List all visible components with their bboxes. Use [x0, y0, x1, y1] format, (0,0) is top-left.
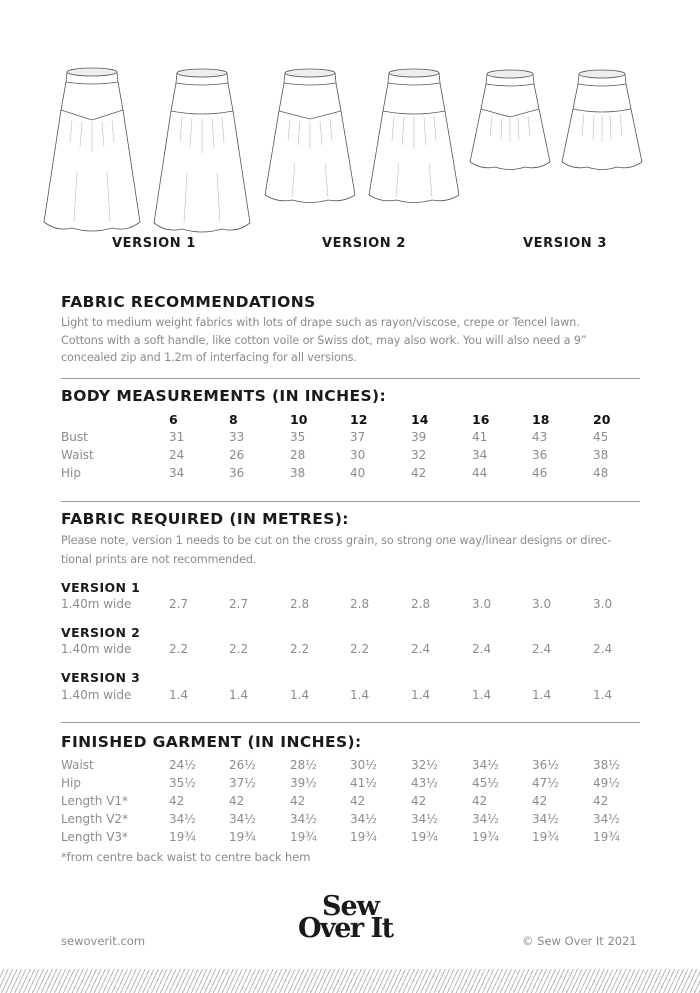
table-cell: 38 — [593, 448, 609, 462]
table-cell: 26½ — [229, 758, 256, 772]
row-label: 1.40m wide — [61, 597, 132, 611]
body-measurements-heading: BODY MEASUREMENTS (IN INCHES): — [61, 387, 387, 405]
table-cell: 28½ — [290, 758, 317, 772]
fabric-row-version-2 — [61, 642, 661, 660]
table-cell: 42 — [411, 794, 427, 808]
table-cell: 34½ — [229, 812, 256, 826]
table-cell: 34½ — [532, 812, 559, 826]
table-cell: 1.4 — [472, 688, 492, 702]
row-label: Length V3* — [61, 830, 129, 844]
table-cell: 16 — [472, 412, 490, 427]
table-cell: 2.8 — [350, 597, 370, 611]
table-cell: 2.8 — [290, 597, 310, 611]
table-cell: 3.0 — [472, 597, 492, 611]
table-cell: 36½ — [532, 758, 559, 772]
fabric-rec-line: Light to medium weight fabrics with lots of drape such as rayon/viscose, crepe or Tencel lawn. — [61, 316, 580, 329]
table-cell: 2.4 — [411, 642, 431, 656]
skirt-v1-front — [44, 68, 140, 231]
table-cell: 42 — [169, 794, 185, 808]
table-cell: 43 — [532, 430, 548, 444]
table-cell: 49½ — [593, 776, 620, 790]
version-2-label: VERSION 2 — [322, 236, 407, 251]
table-cell: 2.2 — [229, 642, 249, 656]
striped-footer-band — [0, 969, 700, 993]
table-cell: 47½ — [532, 776, 559, 790]
table-cell: 30½ — [350, 758, 377, 772]
table-cell: 2.2 — [350, 642, 370, 656]
fabric-rec-line: concealed zip and 1.2m of interfacing for all versions. — [61, 351, 357, 365]
row-label: 1.40m wide — [61, 642, 132, 656]
table-cell: 42 — [350, 794, 366, 808]
fabric-version-3-heading: VERSION 3 — [61, 670, 141, 685]
table-cell: 36 — [532, 448, 548, 462]
table-cell: 42 — [229, 794, 245, 808]
finished-garment-heading: FINISHED GARMENT (IN INCHES): — [61, 733, 362, 751]
table-cell: 32 — [411, 448, 427, 462]
table-cell: 2.4 — [532, 642, 552, 656]
fabric-row-version-3 — [61, 688, 661, 706]
table-cell: 36 — [229, 466, 245, 480]
table-cell: 34½ — [472, 812, 499, 826]
table-cell: 37½ — [229, 776, 256, 790]
table-cell: 2.8 — [411, 597, 431, 611]
logo-line-1: Sew — [322, 891, 379, 922]
body-row-hip — [61, 466, 661, 484]
table-cell: 35 — [290, 430, 306, 444]
table-cell: 26 — [229, 448, 245, 462]
fabric-version-2-heading: VERSION 2 — [61, 625, 141, 640]
table-cell: 42 — [472, 794, 488, 808]
table-cell: 34½ — [169, 812, 196, 826]
row-label: 1.40m wide — [61, 688, 132, 702]
row-label: Length V1* — [61, 794, 129, 808]
table-cell: 38 — [290, 466, 306, 480]
table-cell: 18 — [532, 412, 550, 427]
table-cell: 1.4 — [169, 688, 189, 702]
skirt-v2-back — [369, 69, 459, 203]
size-header-row — [61, 412, 661, 430]
table-cell: 24½ — [169, 758, 196, 772]
skirt-v3-front — [470, 70, 550, 170]
table-cell: 19¾ — [472, 830, 499, 844]
fabric-recommendations-heading: FABRIC RECOMMENDATIONS — [61, 293, 316, 311]
table-cell: 1.4 — [229, 688, 249, 702]
sew-over-it-logo — [298, 891, 408, 944]
table-cell: 6 — [169, 412, 178, 427]
row-label: Waist — [61, 758, 94, 772]
table-cell: 44 — [472, 466, 488, 480]
table-cell: 2.7 — [229, 597, 249, 611]
table-cell: 45 — [593, 430, 609, 444]
garment-row-length-v2 — [61, 812, 661, 830]
fabric-required-note — [61, 531, 661, 569]
table-cell: 32½ — [411, 758, 438, 772]
skirt-illustrations — [0, 0, 700, 240]
body-row-waist — [61, 448, 661, 466]
fabric-recommendations-text — [61, 314, 661, 367]
table-cell: 8 — [229, 412, 238, 427]
table-cell: 40 — [350, 466, 366, 480]
table-cell: 43½ — [411, 776, 438, 790]
table-cell: 2.7 — [169, 597, 189, 611]
table-cell: 2.4 — [472, 642, 492, 656]
table-cell: 19¾ — [290, 830, 317, 844]
table-cell: 33 — [229, 430, 245, 444]
garment-row-length-v3 — [61, 830, 661, 848]
fabric-note-line: Please note, version 1 needs to be cut on the cross grain, so strong one way/linear designs or direc- — [61, 534, 612, 547]
table-cell: 14 — [411, 412, 429, 427]
skirt-v3-back — [562, 70, 642, 170]
table-cell: 19¾ — [593, 830, 620, 844]
fabric-required-heading: FABRIC REQUIRED (IN METRES): — [61, 510, 349, 528]
table-cell: 34½ — [290, 812, 317, 826]
table-cell: 42 — [411, 466, 427, 480]
fabric-row-version-1 — [61, 597, 661, 615]
table-cell: 37 — [350, 430, 366, 444]
table-cell: 2.2 — [169, 642, 189, 656]
body-row-bust — [61, 430, 661, 448]
website-link[interactable]: sewoverit.com — [61, 934, 146, 948]
row-label: Bust — [61, 430, 88, 444]
table-cell: 3.0 — [593, 597, 613, 611]
table-cell: 1.4 — [350, 688, 370, 702]
row-label: Hip — [61, 776, 81, 790]
table-cell: 34½ — [350, 812, 377, 826]
table-cell: 34½ — [472, 758, 499, 772]
table-cell: 28 — [290, 448, 306, 462]
table-cell: 19¾ — [411, 830, 438, 844]
table-cell: 41½ — [350, 776, 377, 790]
version-1-label: VERSION 1 — [112, 236, 197, 251]
table-cell: 34 — [472, 448, 488, 462]
table-cell: 1.4 — [290, 688, 310, 702]
skirt-v2-front — [265, 69, 355, 203]
skirt-v1-back — [154, 69, 250, 232]
table-cell: 39½ — [290, 776, 317, 790]
table-cell: 34 — [169, 466, 185, 480]
fabric-rec-line: Cottons with a soft handle, like cotton voile or Swiss dot, may also work. You will also need a 9” — [61, 333, 587, 347]
divider — [61, 722, 640, 723]
table-cell: 45½ — [472, 776, 499, 790]
table-cell: 30 — [350, 448, 366, 462]
table-cell: 2.4 — [593, 642, 613, 656]
divider — [61, 378, 640, 379]
table-cell: 39 — [411, 430, 427, 444]
table-cell: 20 — [593, 412, 611, 427]
garment-footnote: *from centre back waist to centre back hem — [61, 850, 311, 864]
table-cell: 42 — [290, 794, 306, 808]
garment-row-hip — [61, 776, 661, 794]
table-cell: 19¾ — [169, 830, 196, 844]
copyright-text: © Sew Over It 2021 — [522, 934, 637, 948]
fabric-note-line: tional prints are not recommended. — [61, 553, 257, 566]
table-cell: 34½ — [411, 812, 438, 826]
table-cell: 3.0 — [532, 597, 552, 611]
table-cell: 42 — [593, 794, 609, 808]
divider — [61, 501, 640, 502]
logo-line-2: Over It — [298, 913, 393, 944]
table-cell: 1.4 — [593, 688, 613, 702]
table-cell: 46 — [532, 466, 548, 480]
table-cell: 35½ — [169, 776, 196, 790]
row-label: Hip — [61, 466, 81, 480]
version-3-label: VERSION 3 — [523, 236, 608, 251]
fabric-version-1-heading: VERSION 1 — [61, 580, 141, 595]
table-cell: 48 — [593, 466, 609, 480]
garment-row-length-v1 — [61, 794, 661, 812]
table-cell: 19¾ — [532, 830, 559, 844]
table-cell: 19¾ — [350, 830, 377, 844]
table-cell: 1.4 — [411, 688, 431, 702]
table-cell: 2.2 — [290, 642, 310, 656]
table-cell: 34½ — [593, 812, 620, 826]
table-cell: 31 — [169, 430, 185, 444]
table-cell: 12 — [350, 412, 368, 427]
table-cell: 10 — [290, 412, 308, 427]
row-label: Waist — [61, 448, 94, 462]
garment-row-waist — [61, 758, 661, 776]
table-cell: 38½ — [593, 758, 620, 772]
row-label: Length V2* — [61, 812, 129, 826]
table-cell: 1.4 — [532, 688, 552, 702]
table-cell: 19¾ — [229, 830, 256, 844]
table-cell: 24 — [169, 448, 185, 462]
table-cell: 42 — [532, 794, 548, 808]
table-cell: 41 — [472, 430, 488, 444]
